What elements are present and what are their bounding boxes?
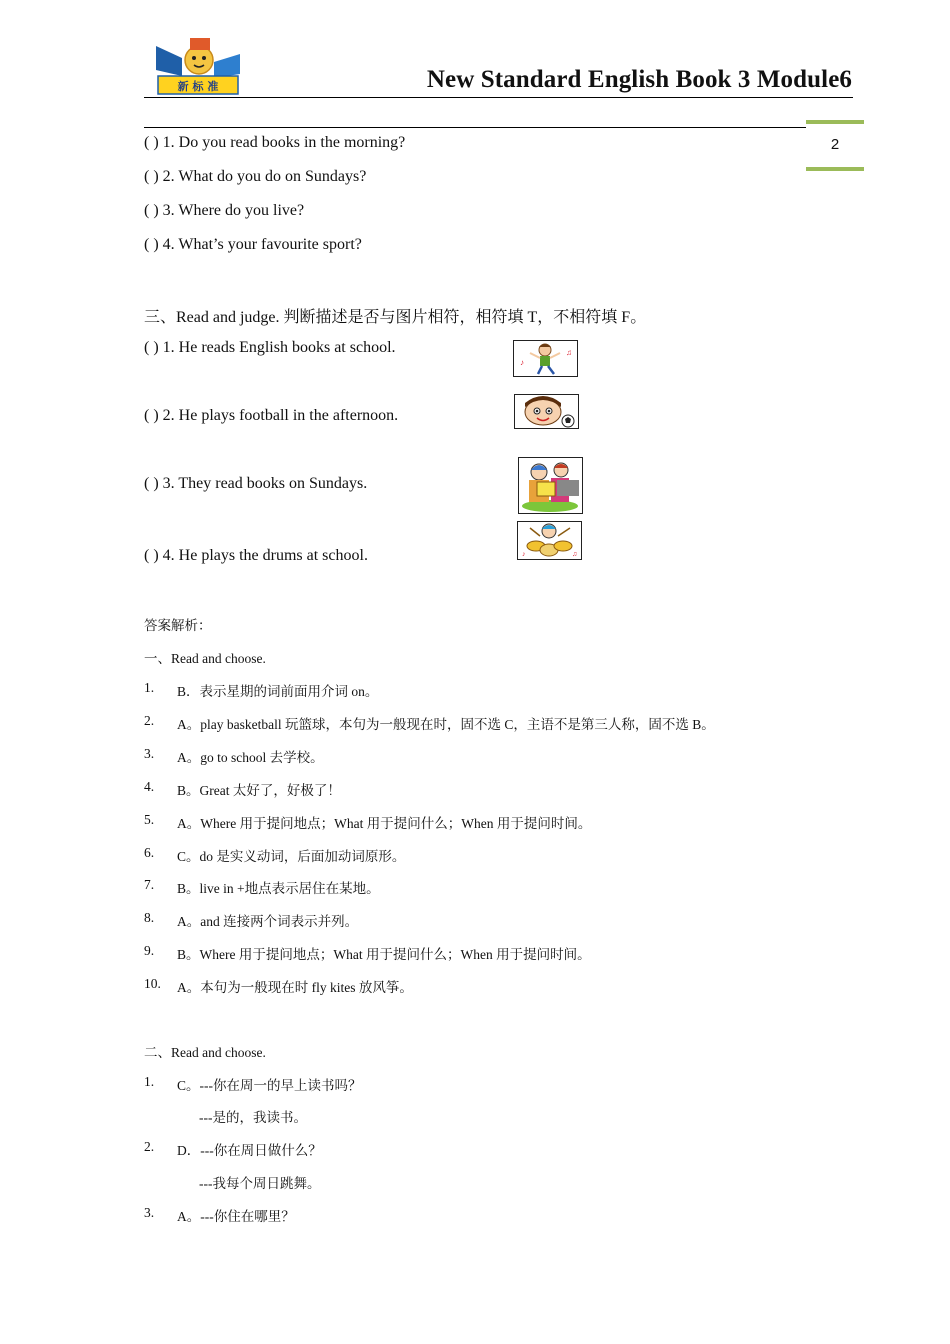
answer-4-text: B。Great 太好了，好极了！ <box>177 783 341 798</box>
judge-item-3: ( ) 3. They read books on Sundays. <box>144 475 368 492</box>
svg-text:♪: ♪ <box>520 358 524 367</box>
answer-3-text: A。go to school 去学校。 <box>177 750 324 765</box>
answer-1-text: B．表示星期的词前面用介词 on。 <box>177 684 379 699</box>
answer2-1-response: ---是的，我读书。 <box>199 1110 307 1125</box>
answer-8-number: 8. <box>144 910 155 925</box>
answer-9-number: 9. <box>144 943 155 958</box>
answers-heading: 答案解析： <box>144 618 212 633</box>
answer2-2-number: 2. <box>144 1139 155 1154</box>
answer-2-text: A。play basketball 玩篮球，本句为一般现在时，固不选 C，主语不是第三人称，固不选 B。 <box>177 717 715 732</box>
answer2-1-number: 1. <box>144 1074 155 1089</box>
question-2-4: ( ) 4. What’s your favourite sport? <box>144 236 362 253</box>
svg-text:♫: ♫ <box>572 550 578 558</box>
answer-8-text: A。and 连接两个词表示并列。 <box>177 914 359 929</box>
svg-text:♪: ♪ <box>522 550 526 558</box>
answer-10-text: A。本句为一般现在时 fly kites 放风筝。 <box>177 980 413 995</box>
question-2-1: ( ) 1. Do you read books in the morning? <box>144 134 406 151</box>
answer-4-number: 4. <box>144 779 155 794</box>
svg-text:♫: ♫ <box>566 348 572 357</box>
answers-part1-title: 一、Read and choose. <box>144 651 266 666</box>
judge-item-1: ( ) 1. He reads English books at school. <box>144 339 396 356</box>
publisher-logo <box>152 36 244 96</box>
boy-dancing-picture <box>513 340 578 377</box>
answer-7-number: 7. <box>144 877 155 892</box>
header-rule <box>144 97 853 98</box>
answer-10-number: 10. <box>144 976 161 991</box>
question-2-2: ( ) 2. What do you do on Sundays? <box>144 168 367 185</box>
answer-6-text: C。do 是实义动词，后面加动词原形。 <box>177 849 406 864</box>
answer2-2-response: ---我每个周日跳舞。 <box>199 1176 321 1191</box>
answers-part2-title: 二、Read and choose. <box>144 1045 266 1060</box>
header-title: New Standard English Book 3 Module6 <box>426 66 852 93</box>
answer-1-number: 1. <box>144 680 155 695</box>
boy-drums-picture <box>517 521 582 560</box>
section-rule <box>144 127 806 128</box>
answer-3-number: 3. <box>144 746 155 761</box>
children-reading-picture <box>518 457 583 514</box>
answer2-2-text: D．---你在周日做什么？ <box>177 1143 322 1158</box>
boy-football-picture <box>514 394 579 429</box>
question-2-3: ( ) 3. Where do you live? <box>144 202 305 219</box>
judge-item-4: ( ) 4. He plays the drums at school. <box>144 547 368 564</box>
answer2-3-text: A。---你住在哪里？ <box>177 1209 295 1224</box>
page-number: 2 <box>830 136 840 153</box>
section3-heading: 三、Read and judge. 判断描述是否与图片相符，相符填 T，不相符填 F。 <box>144 309 647 326</box>
judge-item-2: ( ) 2. He plays football in the afternoon. <box>144 407 399 424</box>
answer-5-text: A。Where 用于提问地点；What 用于提问什么；When 用于提问时间。 <box>177 816 592 831</box>
answer-6-number: 6. <box>144 845 155 860</box>
answer-7-text: B。live in +地点表示居住在某地。 <box>177 881 380 896</box>
logo-text: 新 标 准 <box>177 80 219 93</box>
answer-9-text: B。Where 用于提问地点；What 用于提问什么；When 用于提问时间。 <box>177 947 591 962</box>
answer2-3-number: 3. <box>144 1205 155 1220</box>
answer-5-number: 5. <box>144 812 155 827</box>
answer-2-number: 2. <box>144 713 155 728</box>
page-number-box <box>806 120 864 172</box>
answer2-1-text: C。---你在周一的早上读书吗？ <box>177 1078 362 1093</box>
